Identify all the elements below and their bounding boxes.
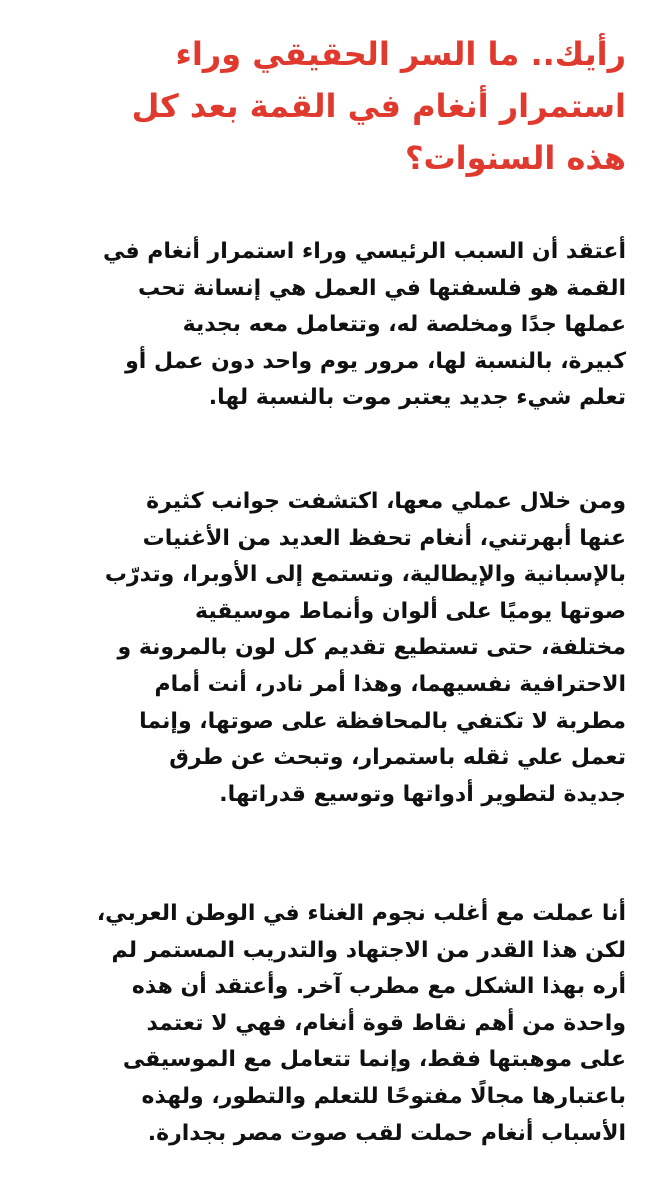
- paragraph-3: [40, 896, 626, 1152]
- paragraph-line: أره بهذا الشكل مع مطرب آخر. وأعتقد أن هذه: [131, 974, 626, 1000]
- paragraph-line: الأسباب أنغام حملت لقب صوت مصر بجدارة.: [147, 1120, 626, 1146]
- paragraph-line: تعمل علي ثقله باستمرار، وتبحث عن طرق: [169, 745, 626, 771]
- paragraph-line: جديدة لتطوير أدواتها وتوسيع قدراتها.: [219, 781, 626, 807]
- paragraph-2: [40, 484, 626, 813]
- paragraph-line: لكن هذا القدر من الاجتهاد والتدريب المستمر لم: [111, 937, 626, 963]
- paragraph-1: [40, 234, 626, 417]
- paragraph-line: عملها جدًا ومخلصة له، وتتعامل معه بجدية: [182, 312, 626, 338]
- paragraph-line: واحدة من أهم نقاط قوة أنغام، فهي لا تعتمد: [146, 1010, 626, 1036]
- paragraph-line: أنا عملت مع أغلب نجوم الغناء في الوطن العربي،: [96, 901, 626, 926]
- headline-line: هذه السنوات؟: [404, 139, 626, 177]
- paragraph-line: باعتبارها مجالًا مفتوحًا للتعلم والتطور، ولهذه: [141, 1083, 626, 1109]
- paragraph-line: تعلم شيء جديد يعتبر موت بالنسبة لها.: [208, 385, 626, 411]
- paragraph-line: مختلفة، حتى تستطيع تقديم كل لون بالمرونة و: [117, 635, 626, 661]
- headline-line: رأيك.. ما السر الحقيقي وراء: [175, 35, 626, 73]
- paragraph-line: صوتها يوميًا على ألوان وأنماط موسيقية: [194, 598, 626, 624]
- paragraph-line: القمة هو فلسفتها في العمل هي إنسانة تحب: [138, 275, 626, 301]
- paragraph-line: كبيرة، بالنسبة لها، مرور يوم واحد دون عمل أو: [125, 348, 626, 374]
- paragraph-line: بالإسبانية والإيطالية، وتستمع إلى الأوبرا، وتدرّب: [104, 562, 626, 588]
- headline: [40, 28, 626, 184]
- paragraph-line: ومن خلال عملي معها، اكتشفت جوانب كثيرة: [146, 489, 626, 514]
- headline-line: استمرار أنغام في القمة بعد كل: [131, 87, 626, 125]
- paragraph-line: أعتقد أن السبب الرئيسي وراء استمرار أنغام في: [102, 239, 626, 264]
- paragraph-line: على موهبتها فقط، وإنما تتعامل مع الموسيقى: [122, 1047, 626, 1073]
- paragraph-line: الاحترافية نفسيهما، وهذا أمر نادر، أنت أمام: [154, 671, 626, 697]
- paragraph-line: عنها أبهرتني، أنغام تحفظ العديد من الأغنيات: [142, 525, 626, 551]
- paragraph-line: مطربة لا تكتفي بالمحافظة على صوتها، وإنما: [139, 708, 626, 734]
